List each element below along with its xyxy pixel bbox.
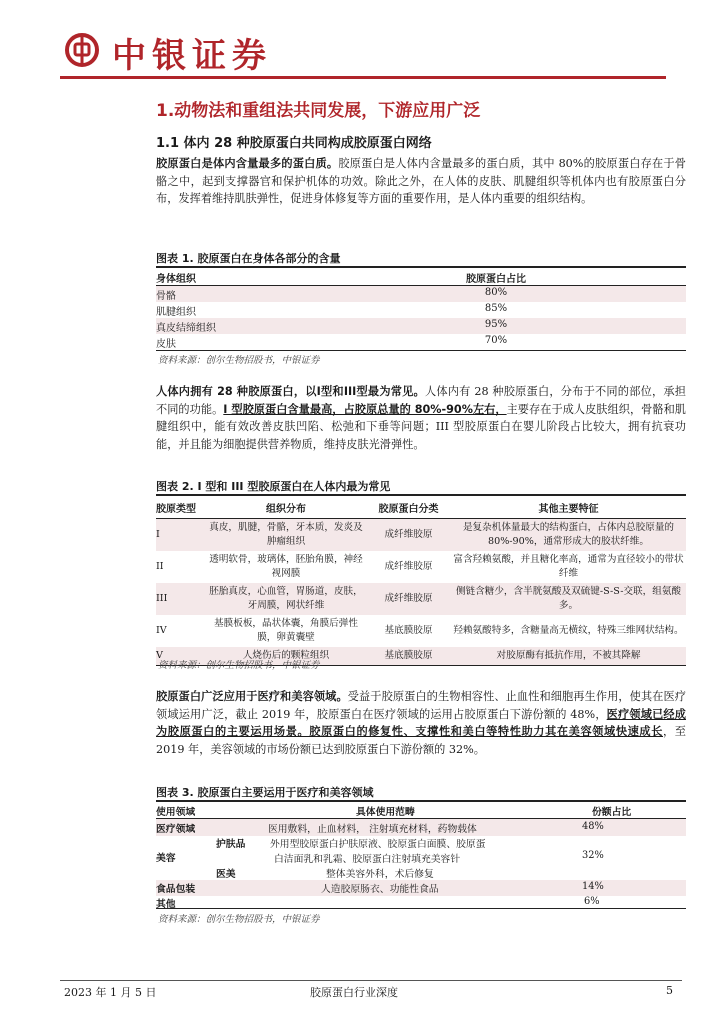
- figure3-title: 图表 3. 胶原蛋白主要运用于医疗和美容领域: [156, 786, 374, 799]
- field-medical: 医疗领域: [156, 824, 196, 835]
- subsection-title: 1.1 体内 28 种胶原蛋白共同构成胶原蛋白网络: [156, 136, 432, 151]
- footer-date: 2023 年 1 月 5 日: [64, 986, 157, 999]
- paragraph-collagen-types: [156, 383, 686, 453]
- figure1-col-tissue: 身体组织: [156, 274, 196, 285]
- table-row: [156, 286, 686, 302]
- share-food: 14%: [582, 881, 604, 892]
- paragraph-highlight: I 型胶原蛋白含量最高，占胶原总量的 80%-90%左右，: [223, 402, 507, 416]
- type-cell: III: [156, 583, 206, 615]
- type-cell: V: [156, 647, 206, 666]
- feature-cell: 对胶原酶有抵抗作用，不被其降解: [451, 647, 686, 666]
- figure1-bottom-rule: [156, 350, 686, 351]
- figure1-table-body: [156, 286, 686, 350]
- paragraph-text: ，至 2019 年，美容领域的市场份额已达到胶原蛋白下游份额的 32%。: [156, 725, 686, 756]
- paragraph-collagen-intro: [156, 155, 686, 208]
- brand-name: 中银证券: [112, 36, 272, 76]
- col-share: 份额占比: [592, 807, 632, 818]
- col-category: 胶原蛋白分类: [366, 496, 451, 519]
- header-rule: [60, 76, 666, 79]
- figure1-source: 资料来源：创尔生物招股书，中银证券: [158, 355, 320, 366]
- figure1-col-share: 胶原蛋白占比: [466, 274, 526, 285]
- paragraph-text: 主要存在于成人皮肤组织，骨骼和肌腱组织中，能有效改善皮肤凹陷、松弛和下垂等问题；III 型胶原蛋白在婴儿阶段占比较大，拥有抗衰功能，并且能为细胞提供营养物质，维持皮肤光滑弹性。: [156, 402, 686, 451]
- paragraph-highlight: 医疗领域已经成为胶原蛋白的主要运用场景。胶原蛋白的修复性、支撑性和美白等特性助力其在美容领域快速成长: [156, 707, 686, 738]
- paragraph-text: 人体内有 28 种胶原蛋白，分布于不同的部位，承担不同的功能。: [156, 385, 686, 416]
- field-other: 其他: [156, 899, 176, 910]
- sub-cosmetic: 医美: [216, 869, 236, 880]
- footer-report-title: 胶原蛋白行业深度: [310, 986, 398, 999]
- table-row: [156, 551, 686, 583]
- figure3-source: 资料来源：创尔生物招股书，中银证券: [158, 914, 320, 925]
- table-row: [156, 302, 686, 318]
- paragraph-applications: [156, 688, 686, 758]
- category-cell: 基底膜胶原: [366, 647, 451, 666]
- share-cell: 80%: [484, 287, 508, 298]
- category-cell: 成纤维胶原: [384, 561, 433, 572]
- figure2-title: 图表 2. I 型和 III 型胶原蛋白在人体内最为常见: [156, 480, 391, 493]
- tissue-cell: 皮肤: [156, 339, 176, 350]
- page-number: 5: [666, 984, 673, 997]
- share-cell: 95%: [484, 319, 508, 330]
- figure1-title: 图表 1. 胶原蛋白在身体各部分的含量: [156, 252, 341, 265]
- distribution-cell: 透明软骨，玻璃体，胚胎角膜，神经视网膜: [209, 554, 363, 579]
- col-field: 使用领域: [156, 807, 196, 818]
- share-beauty: 32%: [582, 850, 604, 861]
- scope-cosmetic: 整体美容外科，术后修复: [326, 869, 434, 880]
- figure3-header-rule: [156, 818, 686, 819]
- col-feature: 其他主要特征: [451, 496, 686, 519]
- paragraph-body: 胶原蛋白是人体内含量最多的蛋白质，其中 80%的胶原蛋白存在于骨骼之中，起到支撑器官和保护机体的功效。除此之外，在人体的皮肤、肌腱组织等机体内也有胶原蛋白分布，发挥着维持肌肤弹性，促进身体修复等方面的重要作用，是人体内重要的组织结构。: [156, 157, 686, 205]
- distribution-cell: 胚胎真皮，心血管，胃肠道，皮肤，牙周膜，网状纤维: [206, 583, 366, 615]
- tissue-cell: 肌腱组织: [156, 307, 196, 318]
- share-medical: 48%: [582, 821, 604, 832]
- category-cell: 成纤维胶原: [366, 519, 451, 552]
- col-distribution: 组织分布: [206, 496, 366, 519]
- tissue-cell: 骨骼: [156, 291, 176, 302]
- table-row: [156, 334, 686, 350]
- paragraph-lead: 人体内拥有 28 种胶原蛋白，以I型和III型最为常见。: [156, 385, 425, 398]
- tissue-cell: 真皮结缔组织: [156, 323, 216, 334]
- figure1-header-row: [156, 268, 686, 286]
- field-beauty: 美容: [156, 853, 176, 864]
- section-title: 1.动物法和重组法共同发展，下游应用广泛: [156, 101, 481, 121]
- paragraph-lead: 胶原蛋白广泛应用于医疗和美容领域。: [156, 690, 348, 703]
- feature-cell: 是复杂机体量最大的结构蛋白，占体内总胶原量的 80%-90%，通常形成大的胶状纤维。: [451, 519, 686, 552]
- col-scope: 具体使用范畴: [356, 807, 415, 818]
- paragraph-lead: 胶原蛋白是体内含量最多的蛋白质。: [156, 157, 339, 170]
- scope-skincare-line1: 外用型胶原蛋白护肤原液、胶原蛋白面膜、胶原蛋: [270, 839, 486, 850]
- figure3-bottom-rule: [156, 908, 686, 909]
- distribution-cell: 真皮，肌腱，骨骼，牙本质，发炎及肿瘤组织: [206, 519, 366, 552]
- bank-of-china-logo-icon: [64, 32, 100, 68]
- table-row: [156, 519, 686, 552]
- figure2-table: [156, 496, 686, 666]
- category-cell: 成纤维胶原: [366, 583, 451, 615]
- share-cell: 70%: [484, 335, 508, 346]
- share-cell: 85%: [484, 303, 508, 314]
- paragraph-text: 受益于胶原蛋白的生物相容性、止血性和细胞再生作用，使其在医疗领域运用广泛，截止 2019 年，胶原蛋白在医疗领域的运用占胶原蛋白下游份额的 48%，: [156, 690, 686, 721]
- scope-skincare-line2: 白洁面乳和乳霜、胶原蛋白注射填充美容针: [274, 854, 461, 865]
- share-other: 6%: [584, 896, 600, 907]
- feature-cell: 富含羟赖氨酸，并且糖化率高，通常为直径较小的带状纤维: [453, 554, 684, 579]
- scope-food: 人造胶原肠衣、功能性食品: [321, 884, 439, 895]
- table-header-row: [156, 496, 686, 519]
- feature-cell: 侧链含糖少，含半胱氨酸及双硫键-S-S-交联，组氨酸多。: [451, 583, 686, 615]
- category-cell: 基底膜胶原: [384, 625, 433, 636]
- scope-medical: 医用敷料，止血材料， 注射填充材料，药物载体: [268, 824, 477, 835]
- field-food: 食品包装: [156, 884, 196, 895]
- table-row: [156, 318, 686, 334]
- feature-cell: 羟赖氨酸特多，含糖量高无横纹，特殊三维网状结构。: [453, 625, 684, 636]
- distribution-cell: 人烧伤后的颗粒组织: [206, 647, 366, 666]
- type-cell: I: [156, 519, 206, 552]
- table-row: [156, 615, 686, 647]
- col-type: 胶原类型: [156, 496, 206, 519]
- footer-rule: [60, 980, 682, 981]
- type-cell: IV: [156, 625, 167, 636]
- table-row: [156, 583, 686, 615]
- distribution-cell: 基膜板板，晶状体囊，角膜后弹性膜，卵黄囊壁: [214, 618, 358, 643]
- figure2-source: 资料来源：创尔生物招股书，中银证券: [158, 660, 320, 671]
- figure3-top-rule: [156, 800, 686, 802]
- type-cell: II: [156, 561, 164, 572]
- sub-skincare: 护肤品: [216, 839, 246, 850]
